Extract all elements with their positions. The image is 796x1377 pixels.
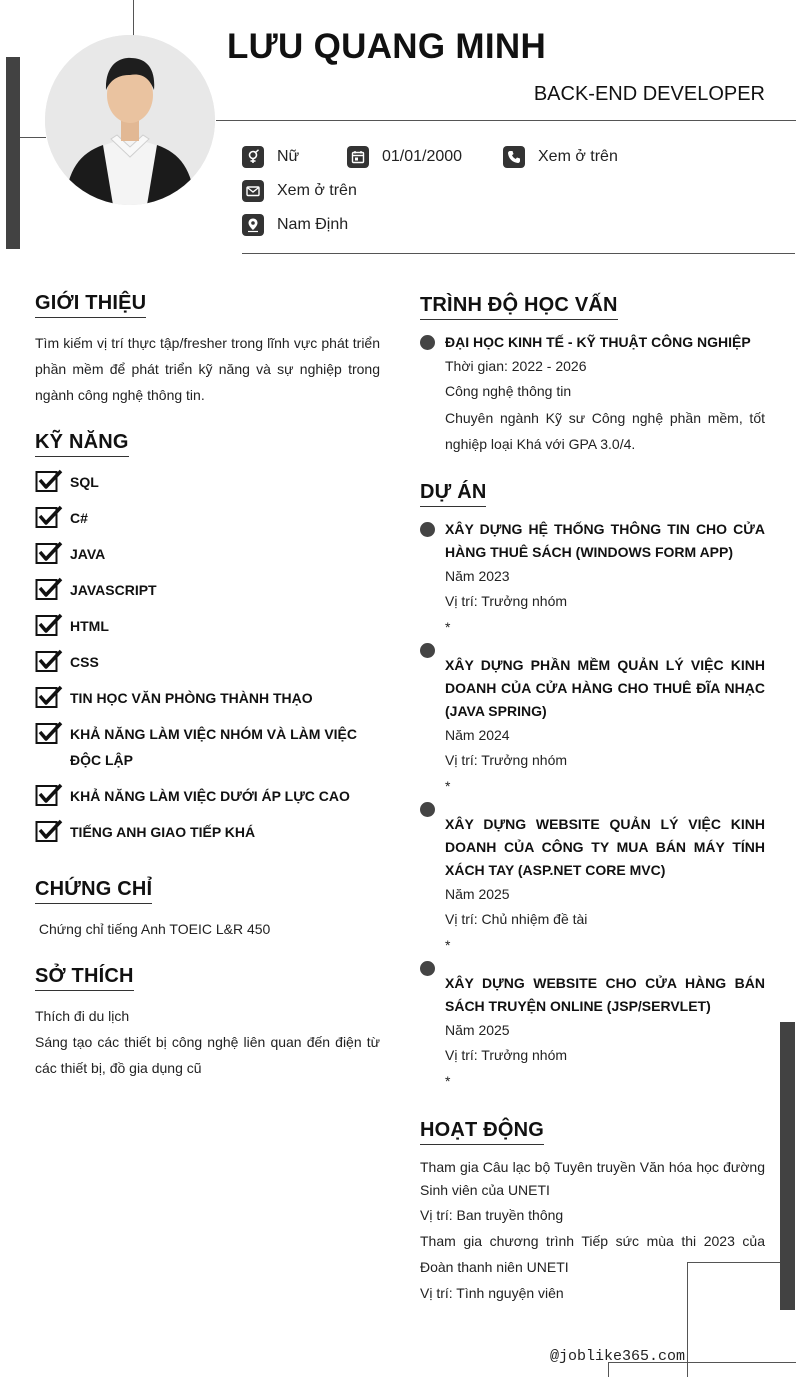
watermark: @joblike365.com	[550, 1348, 686, 1365]
project-role: Vị trí: Trưởng nhóm	[445, 593, 568, 609]
project-note: *	[445, 619, 451, 635]
gender-icon	[242, 146, 264, 168]
certificate-text: Chứng chỉ tiếng Anh TOEIC L&R 450	[35, 921, 271, 937]
project-bullet	[420, 802, 435, 817]
project-year: Năm 2025	[445, 1022, 510, 1038]
activity-1-role: Vị trí: Ban truyền thông	[420, 1207, 564, 1223]
projects-title: DỰ ÁN	[420, 481, 486, 507]
location-icon	[242, 214, 264, 236]
skill-item	[35, 783, 380, 809]
email-icon	[242, 180, 264, 202]
skill-label: KHẢ NĂNG LÀM VIỆC NHÓM VÀ LÀM VIỆC ĐỘC LẬP	[70, 726, 357, 768]
project-bullet	[420, 961, 435, 976]
project-entry	[445, 654, 765, 799]
education-bullet	[420, 335, 435, 350]
top-vertical-line	[133, 0, 134, 36]
left-accent-bar	[6, 57, 20, 249]
skill-item	[35, 505, 380, 531]
project-role: Vị trí: Trưởng nhóm	[445, 1047, 568, 1063]
checkbox-checked-icon	[35, 649, 63, 673]
hobby-line-1: Thích đi du lịch	[35, 1008, 130, 1024]
checkbox-checked-icon	[35, 783, 63, 807]
info-divider	[242, 253, 795, 254]
candidate-name: LƯU QUANG MINH	[227, 27, 547, 66]
education-entry	[445, 331, 765, 457]
checkbox-checked-icon	[35, 685, 63, 709]
checkbox-checked-icon	[35, 613, 63, 637]
skill-item	[35, 577, 380, 603]
project-name: XÂY DỰNG PHẦN MỀM QUẢN LÝ VIỆC KINH DOANH CỦA CỬA HÀNG CHO THUÊ ĐĨA NHẠC (JAVA SPRING)	[445, 657, 765, 719]
skill-item	[35, 685, 380, 711]
certificates-title: CHỨNG CHỈ	[35, 878, 152, 904]
gender-value: Nữ	[277, 148, 300, 165]
skill-item	[35, 649, 380, 675]
checkbox-checked-icon	[35, 541, 63, 565]
about-title: GIỚI THIỆU	[35, 292, 146, 318]
address-value: Nam Định	[277, 216, 349, 233]
about-text: Tìm kiếm vị trí thực tập/fresher trong lĩnh vực phát triển phần mềm để phát triển kỹ năng và sự nghiệp trong ngành công nghệ thông tin.	[35, 335, 380, 403]
project-role: Vị trí: Chủ nhiệm đề tài	[445, 911, 588, 927]
hobbies-title: SỞ THÍCH	[35, 965, 134, 991]
birthday-value: 01/01/2000	[382, 148, 463, 165]
skill-item	[35, 819, 380, 845]
project-year: Năm 2024	[445, 727, 510, 743]
skill-label: SQL	[70, 474, 99, 490]
skill-label: JAVASCRIPT	[70, 582, 157, 598]
email-value: Xem ở trên	[277, 182, 357, 199]
project-name: XÂY DỰNG HỆ THỐNG THÔNG TIN CHO CỬA HÀNG THUÊ SÁCH (WINDOWS FORM APP)	[445, 521, 765, 560]
activity-1: Tham gia Câu lạc bộ Tuyên truyền Văn hóa học đường Sinh viên của UNETI	[420, 1159, 765, 1198]
project-name: XÂY DỰNG WEBSITE CHO CỬA HÀNG BÁN SÁCH TRUYỆN ONLINE (JSP/SERVLET)	[445, 975, 765, 1014]
email-info	[242, 180, 357, 202]
project-entry	[445, 813, 765, 958]
project-entry	[445, 972, 765, 1094]
header-divider	[216, 120, 796, 121]
project-bullet	[420, 522, 435, 537]
phone-info	[503, 146, 618, 168]
skill-label: TIẾNG ANH GIAO TIẾP KHÁ	[70, 824, 256, 840]
activities-entry	[420, 1156, 765, 1306]
phone-icon	[503, 146, 525, 168]
project-year: Năm 2023	[445, 568, 510, 584]
birthday-info	[347, 146, 462, 168]
phone-value: Xem ở trên	[538, 148, 618, 165]
checkbox-checked-icon	[35, 819, 63, 843]
skills-title: KỸ NĂNG	[35, 431, 129, 457]
right-accent-bar	[780, 1022, 795, 1310]
project-note: *	[445, 778, 451, 794]
checkbox-checked-icon	[35, 577, 63, 601]
address-info	[242, 214, 348, 236]
skill-label: TIN HỌC VĂN PHÒNG THÀNH THẠO	[70, 690, 313, 706]
skill-label: KHẢ NĂNG LÀM VIỆC DƯỚI ÁP LỰC CAO	[70, 788, 350, 804]
skill-label: CSS	[70, 654, 99, 670]
skill-item	[35, 469, 380, 495]
skill-label: HTML	[70, 618, 109, 634]
project-entry	[445, 518, 765, 640]
skill-item	[35, 613, 380, 639]
project-note: *	[445, 1073, 451, 1089]
education-title: TRÌNH ĐỘ HỌC VẤN	[420, 294, 618, 320]
education-detail: Chuyên ngành Kỹ sư Công nghệ phần mềm, tốt nghiệp loại Khá với GPA 3.0/4.	[445, 410, 765, 452]
project-role: Vị trí: Trưởng nhóm	[445, 752, 568, 768]
skill-item	[35, 541, 380, 567]
project-note: *	[445, 937, 451, 953]
project-name: XÂY DỰNG WEBSITE QUẢN LÝ VIỆC KINH DOANH CỦA CÔNG TY MUA BÁN MÁY TÍNH XÁCH TAY (ASP.NET CORE MVC)	[445, 816, 765, 878]
education-time: Thời gian: 2022 - 2026	[445, 358, 587, 374]
project-year: Năm 2025	[445, 886, 510, 902]
gender-info	[242, 146, 299, 168]
checkbox-checked-icon	[35, 721, 63, 745]
hobby-line-2: Sáng tạo các thiết bị công nghệ liên quan đến điện từ các thiết bị, đồ gia dụng cũ	[35, 1034, 380, 1076]
left-horizontal-line	[20, 137, 46, 138]
activities-title: HOẠT ĐỘNG	[420, 1119, 544, 1145]
calendar-icon	[347, 146, 369, 168]
skill-item	[35, 721, 380, 773]
activity-2: Tham gia chương trình Tiếp sức mùa thi 2023 của Đoàn thanh niên UNETI	[420, 1233, 765, 1275]
activity-2-role: Vị trí: Tình nguyện viên	[420, 1285, 564, 1301]
skill-label: JAVA	[70, 546, 106, 562]
checkbox-checked-icon	[35, 505, 63, 529]
school-name: ĐẠI HỌC KINH TẾ - KỸ THUẬT CÔNG NGHIỆP	[445, 334, 751, 350]
education-field: Công nghệ thông tin	[445, 383, 572, 399]
checkbox-checked-icon	[35, 469, 63, 493]
project-bullet	[420, 643, 435, 658]
job-position: BACK-END DEVELOPER	[533, 83, 765, 105]
skill-label: C#	[70, 510, 88, 526]
avatar	[45, 35, 215, 205]
